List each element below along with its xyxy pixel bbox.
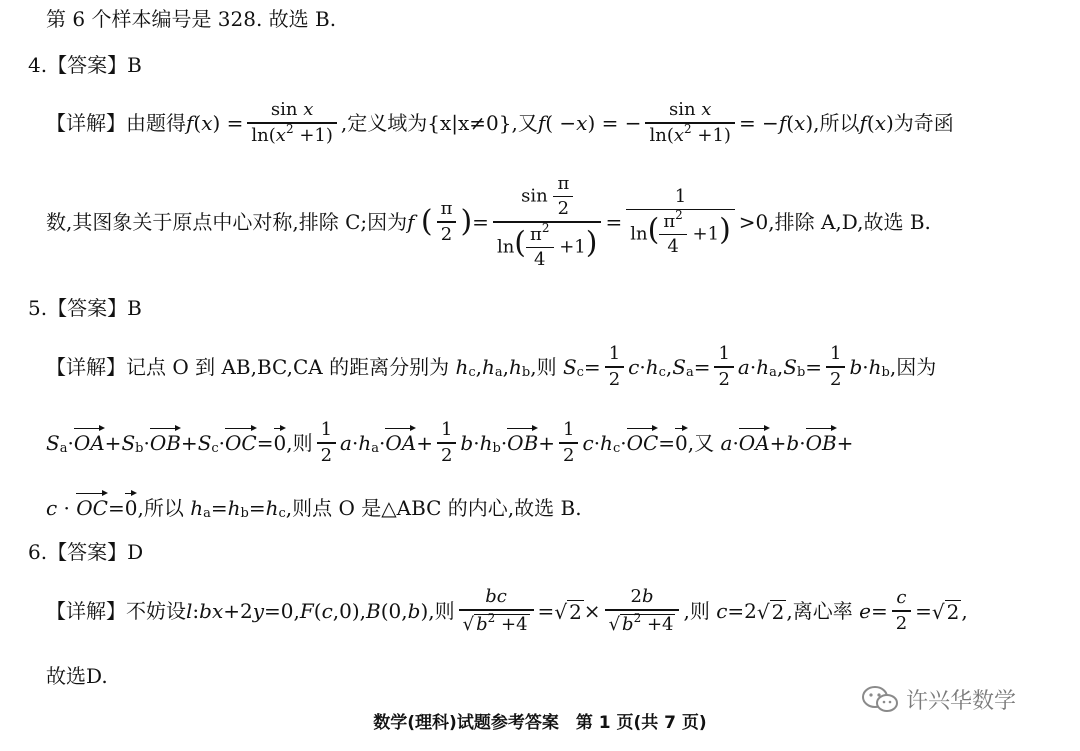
text-line: 第 6 个样本编号是 328. 故选 B.: [46, 7, 337, 31]
detail-line: S a · OA + S b · OB + S c · OC = 0 ,则 $\frac{1}{2}$ a · h a · OA + $\frac{1}{2}$ b · h b · OB + $\frac{1}{2}$ c · h c · OC = 0 ,又 a · OA + b · OB +: [46, 419, 854, 466]
detail-line: 【详解】由题得 f ( x ) = $\frac{\text{sin x}}{\ln(x^2 +1)}$ ,定义域为{x|x≠0},又 f ( − x ) = − $\frac{\text{sin x}}{\ln(x^2 +1)}$ = − f ( x ) ,所以 f ( x ) 为奇函: [46, 99, 954, 146]
watermark-text: 许兴华数学: [906, 689, 1017, 714]
detail-line: c · OC = 0 ,所以 h a = h b = h c ,则点 O 是△ABC 的内心,故选 B.: [46, 496, 582, 521]
answer-heading: 4.【答案】B: [28, 53, 142, 77]
answer-heading: 5.【答案】B: [28, 296, 142, 320]
detail-line: 【详解】记点 O 到 AB,BC,CA 的距离分别为 h c , h a , h b ,则 S c = $\frac{1}{2}$ c · h c , S a = $\frac{1}{2}$ a · h a , S b = $\frac{1}{2}$ b · h b ,因为: [46, 343, 937, 390]
detail-line: 数,其图象关于原点中心对称,排除 C;因为 f ( $\frac{\pi}{2}$ ) = sin $\frac{\pi}{2}$ ln( $\frac{\pi^2}{4}$ +1) = 1 ln( $\frac{\pi^2}{4}$ +1) >0,排除 A,D,故选 B.: [46, 173, 931, 270]
answer-heading: 6.【答案】D: [28, 540, 144, 564]
fraction: 1 ln( $\frac{\pi^2}{4}$ +1): [626, 188, 735, 257]
detail-line: 【详解】不妨设 l : bx +2 y =0, F ( c ,0), B (0, b ) ,则 bc √ $b^2 +4$ = √ 2 × 2b √ $b^2 +4$ ,则 c =2 √ 2 ,离心率 e = $\frac{c}{2}$ = √ 2 ,: [46, 586, 968, 635]
page-footer: 数学(理科)试题参考答案 第 1 页(共 7 页): [373, 713, 707, 733]
fraction: $\frac{\text{sin x}}{\ln(x^2 +1)}$: [645, 101, 734, 144]
text-line: 故选D.: [46, 664, 108, 688]
fraction: $\frac{\text{sin x}}{\ln(x^2 +1)}$: [247, 101, 336, 144]
fraction: sin $\frac{\pi}{2}$ ln( $\frac{\pi^2}{4}$ +1): [493, 175, 602, 269]
